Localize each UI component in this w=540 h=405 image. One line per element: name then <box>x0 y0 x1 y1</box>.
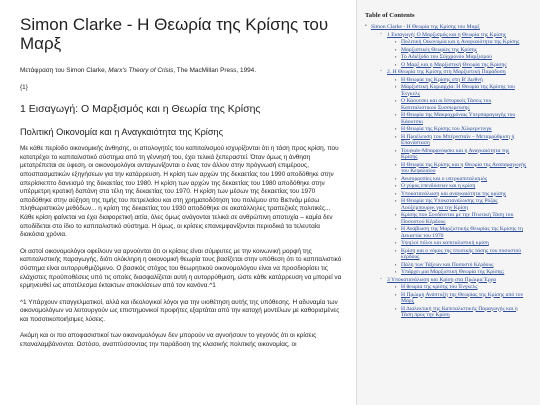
toc-link[interactable]: ▪ Τουγκάν-Μπαρανόφσκι και η Αναγκαιότητα της Κρίσης <box>401 147 510 160</box>
toc-link[interactable]: ◦ 2. Η Θεωρία της Κρίσης στη Μαρξιστική Παράδοση <box>387 69 506 75</box>
toc-link[interactable]: ▪ Η Θεωρία της Κρίσης του Χίλφερντινγκ <box>401 126 492 132</box>
toc-item[interactable] <box>357 306 540 319</box>
note-reference[interactable]: {1} <box>20 83 28 91</box>
section-heading: 1 Εισαγωγή: Ο Μαρξισμός και η Θεωρία της Κρίσης <box>20 103 261 116</box>
toc-link[interactable]: ▪ Πάλη των Τάξεων και Ποσοστό Κέρδους <box>401 261 494 268</box>
toc-link[interactable]: ▪ Κρίσης που Συνδέονται με την Πτωτική Τάση του Ποσοστού Κέρδους <box>401 212 514 225</box>
toc-item[interactable] <box>357 240 540 247</box>
toc-item[interactable] <box>357 62 540 69</box>
toc-link[interactable]: ▪ Η Πρώιμη Ανάπτυξη της Θεωρίας της Κρίσης από τον Μαρξ <box>401 291 524 304</box>
toc-item[interactable] <box>357 226 540 239</box>
toc-item[interactable] <box>357 54 540 61</box>
toc-link[interactable]: ▪ Ανισορροπίες και ο υπερκαπιταλισμός <box>401 175 488 182</box>
toc-link[interactable]: ◦ 3 Υποκατανάλωση και Κρίση στα Πρώιμα Έργα <box>387 276 497 283</box>
toc-item[interactable] <box>357 77 540 84</box>
toc-link[interactable]: ▪ Ο Κάουτσκι και οι Ιστορικές Τάσεις του Καπιταλιστικού Συσσωρεύσης <box>401 98 492 111</box>
toc-item[interactable] <box>357 183 540 190</box>
toc-item[interactable] <box>357 32 540 39</box>
toc-item[interactable] <box>357 212 540 225</box>
toc-link[interactable]: ▪ Η Θεωρία της Υποκατανάλωσης της Ρόζας Λούξεμπουργκ για την Κρίση <box>401 198 498 211</box>
toc-link[interactable]: ▪ Μαρξιστική Κυριαρχία: Η Θεωρία της Κρίσης του Ένγκελς <box>401 84 515 97</box>
toc-link[interactable]: ▪ Υποκατανάλωση και αναγκαιότητα της κρίσης <box>401 190 507 197</box>
book-title: Marx's Theory of Crisis <box>108 67 174 74</box>
toc-link[interactable]: ▪ Η Προέλευση του Μπέρνσταϊν – Μεταρρύθμιση ή Επανάσταση <box>401 133 515 146</box>
toc-item[interactable] <box>357 248 540 261</box>
toc-link[interactable]: ▪ Η Θεωρία της Κρίσης και η Θεωρία της Αναπαραγωγής του Κεφαλαίου <box>401 161 527 174</box>
toc-item[interactable] <box>357 134 540 147</box>
toc-link[interactable]: ▪ Μαρξιστικές Θεωρίες της Κρίσης <box>401 46 477 53</box>
toc-list <box>357 24 540 319</box>
toc-title: Table of Contents <box>365 12 415 19</box>
toc-link[interactable]: ▪ Ο Μαρξ και η Μαρξιστική Θεωρία της Κρίσης <box>401 61 507 68</box>
translation-prefix: Μετάφραση του Simon Clarke, <box>20 67 109 74</box>
toc-item[interactable] <box>357 126 540 133</box>
toc-link[interactable]: ▪ Πολιτική Οικονομία και η Αναγκαιότητα της Κρίσης <box>401 39 520 45</box>
toc-item[interactable] <box>357 292 540 305</box>
toc-link[interactable]: ▪ Η Θεωρία της Μακροχρόνιας Υπερπαραγωγής του Κάουτσκι <box>401 112 516 125</box>
toc-item[interactable] <box>357 39 540 46</box>
toc-item[interactable] <box>357 176 540 183</box>
paragraph-1: Με κάθε περίοδο οικονομικής άνθησης, οι απολογητές του καπιταλισμού ισχυρίζονται ότι η τάση προς κρίση, που κατατρέχει το καπιταλιστικό σύστημα από τη γέννησή του, έχει τελικά ξεπεραστεί. Όταν όμως η άνθηση μετατρέπεται σε ύφεση, οι οικονομολόγοι ανταγωνίζονται ο ένας τον άλλον στην πρόγνωσή επιμέρους, αποσπασματικών εξηγήσεων για την κατάρρευση. Η κρίση των αρχών της δεκαετίας του 1990 αποδόθηκε στην απερίσκεπτο δανεισμό της δεκαετίας του 1980. Η κρίση των αρχών της δεκαετίας του 1980 αποδόθηκε στην υπέρμετρη κρατική δαπάνη στα τέλη της δεκαετίας του 1970. Η κρίση των μέσων της δεκαετίας του 1970 αποδόθηκε στην αύξηση της τιμής του πετρελαίου και στη χρηματοδότηση του πολέμου στο Βιετνάμ μέσω πληθωριστικών μεθόδων... η κρίση της δεκαετίας του 1930 αποδόθηκε σε ακατάλληλες τραπεζικές πολιτικές... Κάθε κρίση φαίνεται να έχει διαφορετική αιτία, όλες όμως ανάγονται τελικά σε ανθρώπινη αποτυχία – καμία δεν αποδίδεται στο ίδιο το καπιταλιστικό σύστημα. Η όμως, οι κρίσεις επανεμφανίζονται περιοδικά τα τελευταία διακόσια χρόνια. <box>20 145 339 239</box>
toc-item[interactable] <box>357 98 540 111</box>
toc-item[interactable] <box>357 284 540 291</box>
toc-link[interactable]: ▪ Η Θεωρία της Κρίσης στη Β' Διεθνή <box>401 76 483 83</box>
translation-suffix: , The MacMillan Press, 1994. <box>173 67 257 74</box>
toc-item[interactable] <box>357 148 540 161</box>
translation-note <box>20 67 344 76</box>
toc-link[interactable]: ▪ Κρίση και ο νόμος της πτωτικής τάσης του ποσοστού κέρδους <box>401 247 522 260</box>
toc-item[interactable] <box>357 47 540 54</box>
table-of-contents-sidebar <box>356 0 540 405</box>
subsection-heading: Πολιτική Οικονομία και η Αναγκαιότητα της Κρίσης <box>20 127 224 138</box>
toc-item[interactable] <box>357 262 540 269</box>
toc-item[interactable] <box>357 24 540 31</box>
toc-link[interactable]: ▪ Υψηλοί πόλοι και καπιταλιστική κρίση <box>401 240 489 246</box>
toc-item[interactable] <box>357 69 540 76</box>
footnote-paragraph: ^1 Υπάρχουν επαγγελματικοί, αλλά και ιδεολογικοί λόγοι για την υιοθέτηση αυτής της υπόθεσης. Η αδυναμία των οικονομολόγων να λειτουργούν ως επιστημονικοί προφήτες εξαρτάται από την κατοχή μοντέλων με καθορισμένες και ποσοτικοποιήσιμες λύσεις. <box>20 298 340 323</box>
toc-item[interactable] <box>357 162 540 175</box>
toc-link[interactable]: ▪ Η Διαλεκτική της Καπιταλιστικής Παραγωγής και η Τάση προς την Κρίση <box>401 305 518 318</box>
toc-link[interactable]: ▪ Το Αδιέξοδο του Σύγχρονου Μαρξισμού <box>401 54 492 60</box>
toc-link[interactable]: ▪ Υπάρχει μια Μαρξιστική Θεωρία της Κρίσης; <box>401 269 505 275</box>
paragraph-2: Οι αστοί οικονομολόγοι οφείλουν να αρνούνται ότι οι κρίσεις είναι σύμφυτες με την κοινωνική μορφή της καπιταλιστικής παραγωγής, διότι ολόκληρη η οικονομική θεωρία τους βασίζεται στην υπόθεση ότι το καπιταλιστικό σύστημα είναι αυτορρυθμιζόμενο. Ο βασικός στόχος του θεωρητικού οικονομολόγου είναι να προσδιορίσει τις ελάχιστες προϋποθέσεις υπό τις οποίες διασφαλίζεται αυτή η αυτορρύθμιση, ώστε κάθε κατάρρευση να μπορεί να ερμηνευθεί ως αποτέλεσμα έκτακτων αποκλίσεων από τον κανόνα.^1 <box>20 247 342 290</box>
toc-item[interactable] <box>357 84 540 97</box>
toc-item[interactable] <box>357 191 540 198</box>
toc-link[interactable]: ▪ Ο γύρος επενδύσεων και η κρίση <box>401 183 476 189</box>
toc-item[interactable] <box>357 198 540 211</box>
toc-item[interactable] <box>357 112 540 125</box>
paragraph-4: Ακόμη και οι πιο αποφασιστικοί των οικονομολόγων δεν μπορούν να αγνοήσουν το γεγονός ότι οι κρίσεις επαναλαμβάνονται. Ωστόσο, αναπτύσσοντας την παράδοση της κλασικής πολιτικής οικονομίας, οι <box>20 332 317 349</box>
toc-link[interactable]: • Simon Clarke - Η Θεωρία της Κρίσης του Μαρξ <box>371 24 480 30</box>
toc-link[interactable]: ▪ Η Αναβίωση της Μαρξιστικής Θεωρίας της Κρίσης τη Δεκαετία του 1970 <box>401 226 523 239</box>
document-title: Simon Clarke - Η Θεωρία της Κρίσης του Μαρξ <box>20 15 329 53</box>
toc-item[interactable] <box>357 269 540 276</box>
toc-link[interactable]: ▪ Η θεωρία της κρίσης του Ένγκελς <box>401 284 478 290</box>
toc-item[interactable] <box>357 277 540 284</box>
toc-link[interactable]: ◦ 1 Εισαγωγή: Ο Μαρξισμός και η Θεωρία της Κρίσης <box>387 31 507 38</box>
